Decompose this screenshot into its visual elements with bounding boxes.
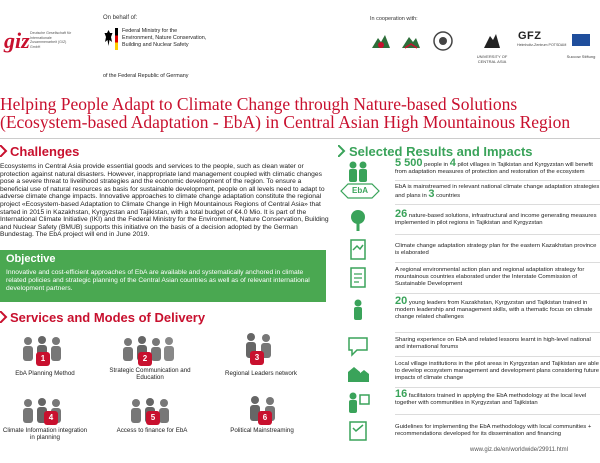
- services-heading: Services and Modes of Delivery: [10, 310, 206, 325]
- speech-icon: [345, 334, 371, 358]
- tree-icon: [345, 208, 371, 232]
- page-title: Helping People Adapt to Climate Change through Nature-based Solutions (Ecosystem-based Adaptation - EbA) in Central Asian High Mountainous Region: [0, 94, 571, 132]
- succow-logo-icon: [570, 30, 592, 52]
- result-10: Guidelines for implementing the EbA methodology with local communities + recommendations developed for its dissemination and financing: [395, 424, 592, 437]
- result-3: 26 nature-based solutions, infrastructural and income generating measures implemented in pilot regions in Tajikistan and Kyrgyzstan: [395, 208, 597, 226]
- results-chevron-icon: [338, 145, 346, 157]
- giz-subtext: Deutsche Gesellschaft für Internationale Zusammenarbeit (GIZ) GmbH: [30, 31, 72, 49]
- result-4: Climate change adaptation strategy plan for the eastern Kazakhstan province is elaborated: [395, 243, 597, 256]
- gfz-logo: GFZ: [518, 30, 542, 42]
- eba-tag: EbA: [352, 186, 368, 195]
- document-icon: [345, 238, 371, 262]
- service-6-number: 6: [258, 411, 272, 425]
- challenges-chevron-icon: [0, 145, 8, 157]
- partner-logo-1-icon: [370, 30, 392, 52]
- guidelines-icon: [345, 419, 371, 443]
- federal-eagle-icon: [104, 28, 113, 50]
- result-8: Local village institutions in the pilot areas in Kyrgyzstan and Tajikistan are able to develop ecosystem management and development plans considering future impacts of climate change: [395, 361, 600, 381]
- footer-url[interactable]: www.giz.de/en/worldwide/29911.html: [470, 447, 568, 453]
- people-group-icon: [18, 397, 66, 425]
- people-icon: [345, 160, 371, 184]
- result-7: Sharing experience on EbA and related lessons learnt in high-level national and international forums: [395, 337, 591, 350]
- service-6-label: Political Mainstreaming: [230, 427, 294, 434]
- header: [0, 0, 600, 88]
- result-1: 5 500 people in 4 pilot villages in Tajikistan and Kyrgyzstan will benefit from adaptation measures of protection and restoration of the ecosystem: [395, 157, 593, 175]
- ucentral-label: UNIVERSITY OF CENTRAL ASIA: [476, 54, 508, 64]
- service-4-number: 4: [44, 411, 58, 425]
- divider: [395, 204, 600, 205]
- objective-heading: Objective: [6, 253, 56, 265]
- german-flag-icon: [115, 28, 118, 50]
- succow-label: Succow Stiftung: [566, 54, 596, 59]
- partner-logo-2-icon: [400, 30, 422, 52]
- service-1-number: 1: [36, 352, 50, 366]
- result-2: EbA is mainstreamed in relevant national climate change adaptation strategies and plans in 3 countries: [395, 184, 600, 200]
- divider: [395, 262, 600, 263]
- services-chevron-icon: [0, 311, 8, 323]
- village-icon: [345, 361, 371, 385]
- result-5: A regional environmental action plan and regional adaptation strategy for mountainous countries elaborated under the Interstate Commission of Sustainable Development: [395, 267, 585, 287]
- result-9: 16 facilitators trained in applying the EbA methodology at the local level together with communities in Kyrgyzstan and Tajikistan: [395, 388, 587, 406]
- service-4-label: Climate Information integration in planning: [2, 427, 88, 441]
- service-5-number: 5: [146, 411, 160, 425]
- divider: [395, 234, 600, 235]
- cooperation-label: In cooperation with:: [370, 16, 418, 22]
- service-2-label: Strategic Communication and Education: [109, 367, 191, 381]
- challenges-text: Ecosystems in Central Asia provide essential goods and services to the people, such as clean water or protection against natural disasters. However, inappropriate land management coupled with climatic changes pose a severe threat to livelihood strategies and the economic development of the region. To ensure a beneficial use of natural resources as basis for sustainable development, people on all levels need to adapt to adverse climate change impacts. Innovative approaches to climate change adaptation constitute the regional project «Ecosystem-based Adaptation to Climate Change in High Mountainous Regions of Central Asia» that started in 2015 in Kazakhstan, Kyrgyzstan and Tajikistan, with a total budget of €4.0 Mio. It is part of the International Climate Initiative (IKI) and the Federal Ministry for the Environment, Nature Conservation, Building and Nuclear Safety (BMUB) supports this initiative on the basis of a decision adopted by the German Bundestag. The EbA project will end in June 2019.: [0, 163, 329, 239]
- leaders-icon: [345, 298, 371, 322]
- divider: [395, 180, 600, 181]
- divider: [395, 332, 600, 333]
- results-heading: Selected Results and Impacts: [349, 144, 533, 159]
- challenges-heading: Challenges: [10, 144, 80, 159]
- divider: [395, 414, 600, 415]
- facilitators-icon: [345, 391, 371, 415]
- service-3-number: 3: [250, 351, 264, 365]
- service-1-label: EbA Planning Method: [15, 370, 75, 377]
- service-3-label: Regional Leaders network: [225, 370, 297, 377]
- title-divider: [0, 138, 600, 139]
- service-2-number: 2: [138, 352, 152, 366]
- divider: [395, 356, 600, 357]
- service-5-label: Access to finance for EbA: [116, 427, 188, 434]
- objective-text: Innovative and cost-efficient approaches of EbA are available and systematically anchored in climate related policies and strategic planning of the Central Asian countries as well as of relevant international development partners.: [6, 269, 310, 292]
- ministry-name: Federal Ministry for the Environment, Nature Conservation, Building and Nuclear Safety: [122, 28, 207, 48]
- federal-republic-label: of the Federal Republic of Germany: [103, 73, 189, 79]
- giz-logo: giz: [4, 28, 30, 53]
- divider: [395, 387, 600, 388]
- result-6: 20 young leaders from Kazakhstan, Kyrgyzstan and Tajikistan trained in modern leadership and management skills, with a thematic focus on climate change related challenges: [395, 295, 593, 320]
- document-icon: [345, 266, 371, 290]
- on-behalf-label: On behalf of:: [103, 15, 138, 21]
- gfz-subtext: Helmholtz-Zentrum POTSDAM: [517, 43, 567, 47]
- partner-logo-3-icon: [432, 30, 454, 52]
- university-of-central-asia-logo-icon: [482, 30, 502, 52]
- divider: [395, 293, 600, 294]
